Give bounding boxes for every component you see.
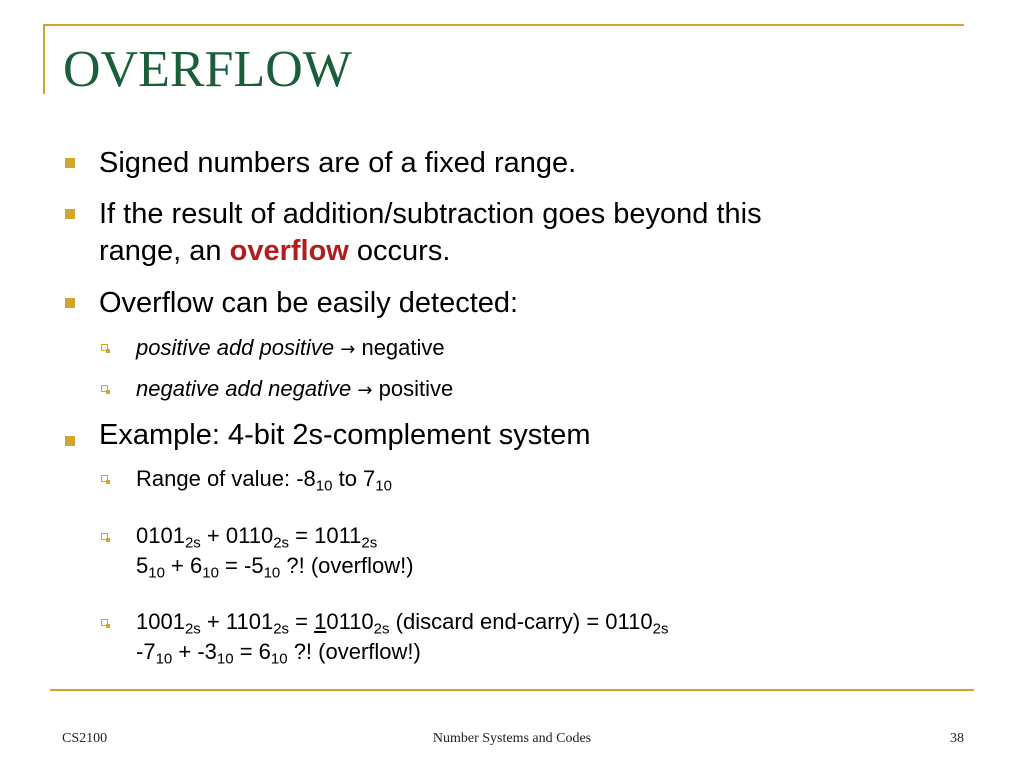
equals: = [289, 609, 315, 634]
operand: 0101 [136, 523, 185, 548]
sub-bullet-example-2 [136, 607, 956, 667]
sub-bullet-negative-case [136, 374, 956, 406]
sub-bullet-box-icon [101, 475, 108, 482]
subscript: 2s [652, 620, 669, 638]
footer-topic: Number Systems and Codes [432, 731, 592, 746]
discard-note: (discard end-carry) = 0110 [389, 609, 653, 634]
bullet-text: Example: 4-bit 2s-complement system [99, 419, 591, 451]
subscript: 10 [263, 564, 281, 582]
bullet-detection [99, 285, 919, 322]
bullet-text: Overflow can be easily detected: [99, 287, 519, 319]
bullet-text-line1: If the result of addition/subtraction goes beyond this [99, 198, 762, 230]
subscript: 2s [184, 620, 201, 638]
sub-bullet-italic: negative add negative [136, 376, 352, 401]
example-1-decimal [136, 551, 956, 581]
footer-course: CS2100 [62, 731, 108, 746]
result: 0110 [326, 609, 374, 634]
operand: + 6 [164, 553, 203, 578]
range-text: to 7 [332, 466, 376, 491]
operand: + -3 [172, 639, 217, 664]
subscript: 2s [273, 620, 290, 638]
overflow-note: ?! (overflow!) [280, 553, 414, 578]
range-text: Range of value: -8 [136, 466, 316, 491]
slide-title: OVERFLOW [63, 41, 352, 98]
bullet-square-icon [65, 209, 75, 219]
subscript: 2s [373, 620, 390, 638]
sub-bullet-box-icon [101, 619, 108, 626]
subscript: 10 [202, 564, 219, 582]
bullet-example [99, 417, 919, 454]
operand: + 1101 [200, 609, 274, 634]
sub-bullet-example-1 [136, 521, 956, 581]
footer-page-number: 38 [950, 731, 964, 746]
example-1-binary [136, 521, 956, 551]
right-arrow-icon: → [340, 339, 356, 360]
example-2-binary [136, 607, 956, 637]
sub-bullet-result: positive [372, 376, 454, 401]
subscript: 10 [270, 650, 288, 668]
subscript: 10 [216, 650, 234, 668]
subscript: 2s [184, 534, 201, 552]
end-carry-digit: 1 [314, 609, 327, 634]
subscript: 10 [315, 477, 333, 495]
overflow-keyword: overflow [229, 235, 349, 267]
sub-bullet-positive-case [136, 333, 956, 365]
overflow-note: ?! (overflow!) [287, 639, 421, 664]
result: = 6 [233, 639, 271, 664]
sub-bullet-italic: positive add positive [136, 335, 335, 360]
result: = -5 [218, 553, 264, 578]
result: = 1011 [289, 523, 362, 548]
bullet-text: Signed numbers are of a fixed range. [99, 147, 577, 179]
subscript: 10 [148, 564, 165, 582]
footer-divider [50, 689, 974, 691]
subscript: 2s [273, 534, 290, 552]
bullet-text-before: range, an [99, 235, 230, 267]
bullet-square-icon [65, 436, 75, 446]
subscript: 2s [361, 534, 378, 552]
example-2-decimal [136, 637, 956, 667]
bullet-square-icon [65, 158, 75, 168]
frame-left-line [43, 24, 45, 94]
bullet-overflow-definition [99, 196, 919, 270]
subscript: 10 [155, 650, 173, 668]
operand: + 0110 [200, 523, 274, 548]
subscript: 10 [375, 477, 392, 495]
bullet-text-line2 [99, 233, 919, 270]
bullet-text-after: occurs. [348, 235, 451, 267]
frame-top-line [43, 24, 964, 26]
operand: 1001 [136, 609, 185, 634]
sub-bullet-range [136, 464, 956, 494]
sub-bullet-result: negative [355, 335, 445, 360]
bullet-fixed-range [99, 145, 919, 182]
sub-bullet-box-icon [101, 385, 108, 392]
bullet-square-icon [65, 298, 75, 308]
right-arrow-icon: → [357, 380, 373, 401]
operand: -7 [136, 639, 156, 664]
sub-bullet-box-icon [101, 533, 108, 540]
sub-bullet-box-icon [101, 344, 108, 351]
operand: 5 [136, 553, 149, 578]
